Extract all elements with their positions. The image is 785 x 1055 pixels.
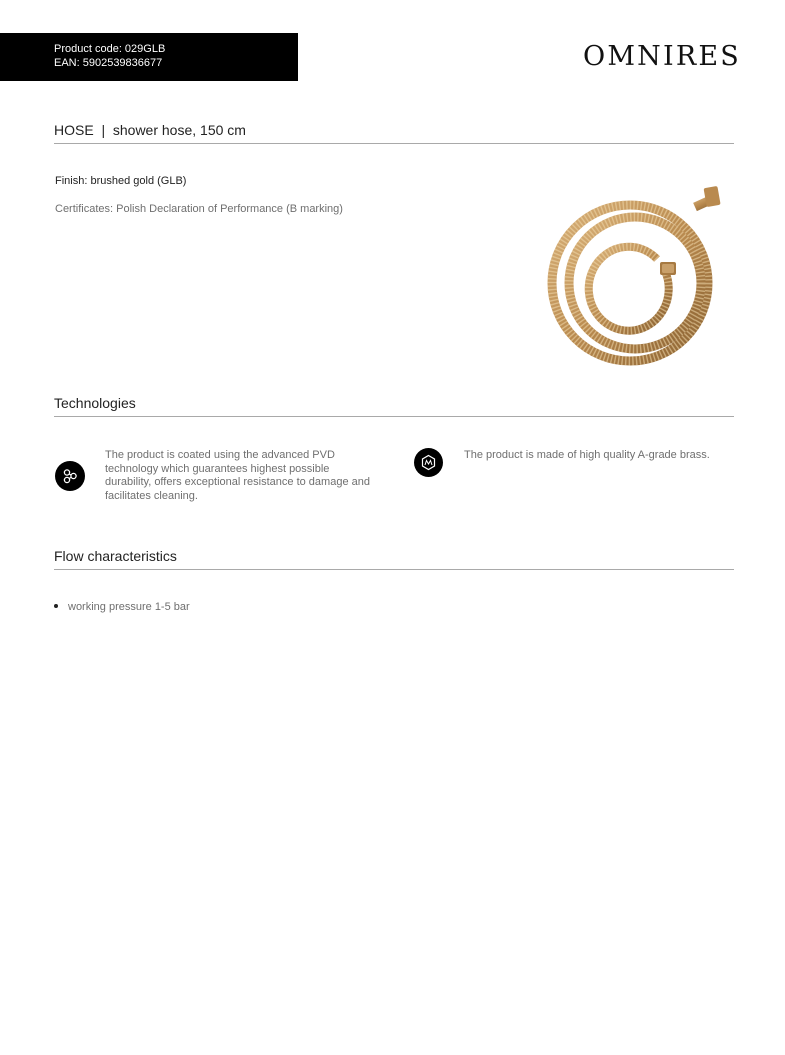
brass-material-icon	[414, 448, 443, 477]
pvd-technology-text: The product is coated using the advanced PVD technology which guarantees highest possible durability, offers exceptional resistance to damage and facilitates cleaning.	[105, 449, 370, 502]
product-code: Product code: 029GLB	[54, 43, 166, 55]
flow-heading: Flow characteristics	[54, 547, 734, 570]
product-title: HOSE | shower hose, 150 cm	[54, 121, 734, 144]
working-pressure-text: working pressure 1-5 bar	[68, 601, 190, 613]
technologies-heading: Technologies	[54, 394, 734, 417]
certificates-text: Certificates: Polish Declaration of Performance (B marking)	[55, 203, 343, 215]
product-code-box	[0, 33, 298, 81]
brand-logo: OMNIRES	[583, 41, 742, 72]
finish-text: Finish: brushed gold (GLB)	[55, 175, 187, 187]
bullet-icon	[54, 604, 58, 608]
brass-material-text: The product is made of high quality A-grade brass.	[464, 449, 710, 461]
ean-code: EAN: 5902539836677	[54, 57, 163, 69]
pvd-coating-icon	[55, 461, 85, 491]
shower-hose-image	[545, 183, 727, 366]
list-item	[54, 601, 190, 613]
